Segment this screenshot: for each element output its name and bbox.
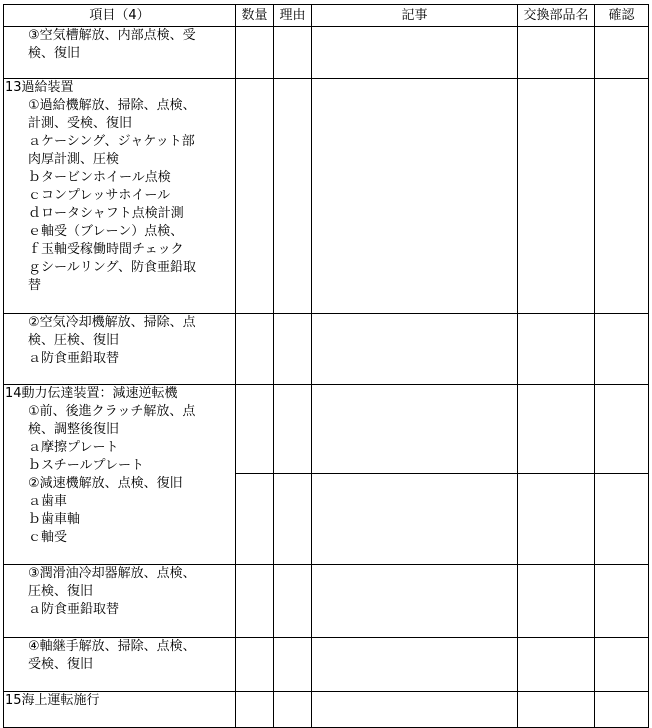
cell-notes[interactable]: [312, 692, 518, 728]
item-line: 肉厚計測、圧検: [28, 152, 120, 167]
cell-quantity[interactable]: [236, 27, 274, 79]
item-line: ｂ歯車軸: [28, 512, 81, 527]
cell-replacement-parts[interactable]: [518, 314, 595, 385]
item-line: 計測、受検、復旧: [28, 116, 133, 131]
table-row: [4, 385, 649, 474]
cell-reason[interactable]: [274, 692, 312, 728]
cell-confirmation[interactable]: [595, 79, 649, 314]
item-line: ａ摩擦プレート: [28, 440, 119, 455]
item-line: ｃ軸受: [28, 530, 68, 545]
cell-replacement-parts[interactable]: [518, 474, 595, 565]
item-cell: [4, 692, 236, 728]
item-line: 替: [28, 278, 42, 293]
item-line: ａ防食亜鉛取替: [28, 602, 120, 617]
item-line: 検、復旧: [28, 46, 81, 61]
header-row: [4, 5, 649, 27]
item-line: ③潤滑油冷却器解放、点検、: [28, 566, 196, 581]
table-row: [4, 27, 649, 79]
cell-quantity[interactable]: [236, 692, 274, 728]
item-cell: [4, 314, 236, 385]
item-line: 13過給装置: [5, 80, 74, 95]
cell-confirmation[interactable]: [595, 692, 649, 728]
item-line: ①前、後進クラッチ解放、点: [28, 404, 196, 419]
cell-confirmation[interactable]: [595, 385, 649, 474]
item-line: ｂタービンホイール点検: [28, 170, 171, 185]
cell-replacement-parts[interactable]: [518, 692, 595, 728]
cell-confirmation[interactable]: [595, 314, 649, 385]
table-row: [4, 314, 649, 385]
cell-confirmation[interactable]: [595, 474, 649, 565]
item-line: ｃコンプレッサホイール: [28, 188, 171, 203]
cell-reason[interactable]: [274, 314, 312, 385]
item-line: ｄロータシャフト点検計測: [28, 206, 184, 221]
header-item: 項目（4）: [4, 5, 236, 27]
cell-confirmation[interactable]: [595, 27, 649, 79]
item-line: ①過給機解放、掃除、点検、: [28, 98, 196, 113]
cell-confirmation[interactable]: [595, 565, 649, 638]
cell-notes[interactable]: [312, 314, 518, 385]
item-line: ａ防食亜鉛取替: [28, 351, 120, 366]
item-line: ②減速機解放、点検、復旧: [28, 476, 183, 491]
cell-notes[interactable]: [312, 565, 518, 638]
item-line: ｇシールリング、防食亜鉛取: [28, 260, 196, 275]
header-replacement-parts: 交換部品名: [518, 5, 595, 27]
item-line: ｂスチールプレート: [28, 458, 144, 473]
item-line: 検、調整後復旧: [28, 422, 120, 437]
cell-reason[interactable]: [274, 638, 312, 692]
item-line: ａケーシング、ジャケット部: [28, 134, 195, 149]
table-row: [4, 565, 649, 638]
cell-replacement-parts[interactable]: [518, 385, 595, 474]
item-line: 15海上運転施行: [5, 693, 100, 708]
item-cell: [4, 385, 236, 565]
item-line: 受検、復旧: [28, 657, 94, 672]
cell-reason[interactable]: [274, 474, 312, 565]
cell-replacement-parts[interactable]: [518, 79, 595, 314]
cell-quantity[interactable]: [236, 79, 274, 314]
cell-reason[interactable]: [274, 79, 312, 314]
table-row: [4, 638, 649, 692]
table-row: [4, 692, 649, 728]
header-notes: 記事: [312, 5, 518, 27]
cell-replacement-parts[interactable]: [518, 638, 595, 692]
item-cell: [4, 565, 236, 638]
cell-replacement-parts[interactable]: [518, 565, 595, 638]
cell-replacement-parts[interactable]: [518, 27, 595, 79]
header-confirmation: 確認: [595, 5, 649, 27]
item-cell: [4, 638, 236, 692]
cell-quantity[interactable]: [236, 638, 274, 692]
header-quantity: 数量: [236, 5, 274, 27]
item-line: 検、圧検、復旧: [28, 333, 120, 348]
inspection-checklist-table: [3, 4, 649, 728]
cell-quantity[interactable]: [236, 385, 274, 474]
cell-quantity[interactable]: [236, 314, 274, 385]
cell-notes[interactable]: [312, 474, 518, 565]
table-row: [4, 79, 649, 314]
cell-reason[interactable]: [274, 565, 312, 638]
cell-notes[interactable]: [312, 638, 518, 692]
item-line: 圧検、復旧: [28, 584, 94, 599]
cell-notes[interactable]: [312, 385, 518, 474]
item-line: ③空気槽解放、内部点検、受: [28, 28, 196, 43]
item-line: ａ歯車: [28, 494, 68, 509]
cell-quantity[interactable]: [236, 565, 274, 638]
item-cell: [4, 27, 236, 79]
item-line: ｆ玉軸受稼働時間チェック: [28, 242, 184, 257]
cell-notes[interactable]: [312, 79, 518, 314]
cell-reason[interactable]: [274, 385, 312, 474]
item-line: ｅ軸受（ブレーン）点検、: [28, 224, 184, 239]
header-reason: 理由: [274, 5, 312, 27]
cell-reason[interactable]: [274, 27, 312, 79]
cell-notes[interactable]: [312, 27, 518, 79]
item-line: 14動力伝達装置：減速逆転機: [5, 386, 178, 401]
item-line: ④軸継手解放、掃除、点検、: [28, 639, 196, 654]
item-cell: [4, 79, 236, 314]
cell-confirmation[interactable]: [595, 638, 649, 692]
cell-quantity[interactable]: [236, 474, 274, 565]
item-line: ②空気冷却機解放、掃除、点: [28, 315, 196, 330]
